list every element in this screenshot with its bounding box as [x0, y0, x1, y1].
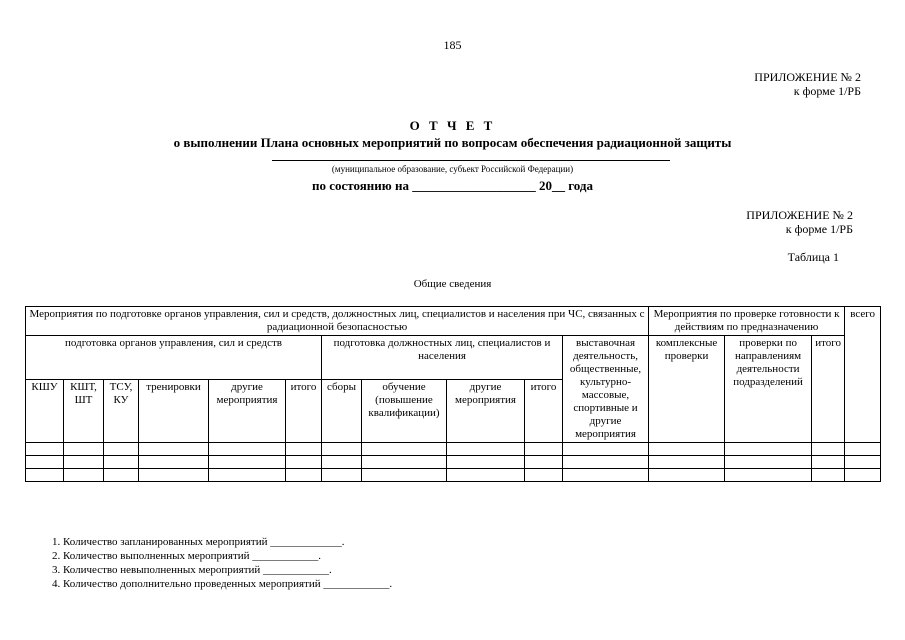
header-trainings: тренировки — [139, 379, 209, 442]
section-title: Общие сведения — [413, 278, 492, 290]
appendix-top — [754, 70, 861, 98]
municipality-blank-line — [272, 160, 670, 161]
appendix-second — [746, 208, 853, 236]
list-item: 2. Количество выполненных мероприятий ____________. — [52, 550, 322, 562]
appendix-second-line2: к форме 1/РБ — [785, 222, 853, 236]
appendix-top-line1: ПРИЛОЖЕНИЕ № 2 — [754, 70, 861, 84]
header-ksht: КШТ, ШТ — [64, 379, 104, 442]
header-kshu: КШУ — [26, 379, 64, 442]
report-subtitle: о выполнении Плана основных мероприятий по вопросам обеспечения радиационной защиты — [173, 135, 732, 150]
header-other-events-1: другие мероприятия — [209, 379, 286, 442]
header-direction-checks: проверки по направлениям деятельности подразделений — [725, 336, 812, 443]
header-other-events-2: другие мероприятия — [447, 379, 525, 442]
header-exhibition: выставочная деятельность, общественные, культурно-массовые, спортивные и другие мероприятия — [563, 336, 649, 443]
table-row — [26, 456, 881, 469]
list-item: 1. Количество запланированных мероприятий _____________. — [52, 536, 345, 548]
summary-list — [52, 535, 392, 591]
header-training: обучение (повышение квалификации) — [362, 379, 447, 442]
header-total: всего — [845, 307, 881, 443]
header-sbory: сборы — [322, 379, 362, 442]
municipality-caption: (муниципальное образование, субъект Российской Федерации) — [331, 164, 574, 174]
table-label: Таблица 1 — [787, 250, 839, 264]
header-sub-officials: подготовка должностных лиц, специалистов и населения — [322, 336, 563, 380]
list-item: 4. Количество дополнительно проведенных мероприятий ____________. — [52, 578, 393, 590]
header-itogo-readiness: итого — [812, 336, 845, 443]
table-row — [26, 443, 881, 456]
page-number: 185 — [443, 38, 462, 52]
header-itogo-1: итого — [286, 379, 322, 442]
header-group-preparation: Мероприятия по подготовке органов управления, сил и средств, должностных лиц, специалистов и населения при ЧС, связанных с радиационной безопасностью — [26, 307, 649, 336]
header-complex-checks: комплексные проверки — [649, 336, 725, 443]
table-row — [26, 469, 881, 482]
appendix-second-line1: ПРИЛОЖЕНИЕ № 2 — [746, 208, 853, 222]
header-tsu: ТСУ, КУ — [104, 379, 139, 442]
report-title: О Т Ч Е Т — [409, 118, 496, 133]
header-group-readiness: Мероприятия по проверке готовности к действиям по предназначению — [649, 307, 845, 336]
list-item: 3. Количество невыполненных мероприятий ____________. — [52, 564, 332, 576]
header-sub-management: подготовка органов управления, сил и средств — [26, 336, 322, 380]
date-line: по состоянию на ___________________ 20__ года — [312, 178, 593, 193]
general-info-table — [25, 306, 881, 482]
appendix-top-line2: к форме 1/РБ — [793, 84, 861, 98]
header-itogo-2: итого — [525, 379, 563, 442]
